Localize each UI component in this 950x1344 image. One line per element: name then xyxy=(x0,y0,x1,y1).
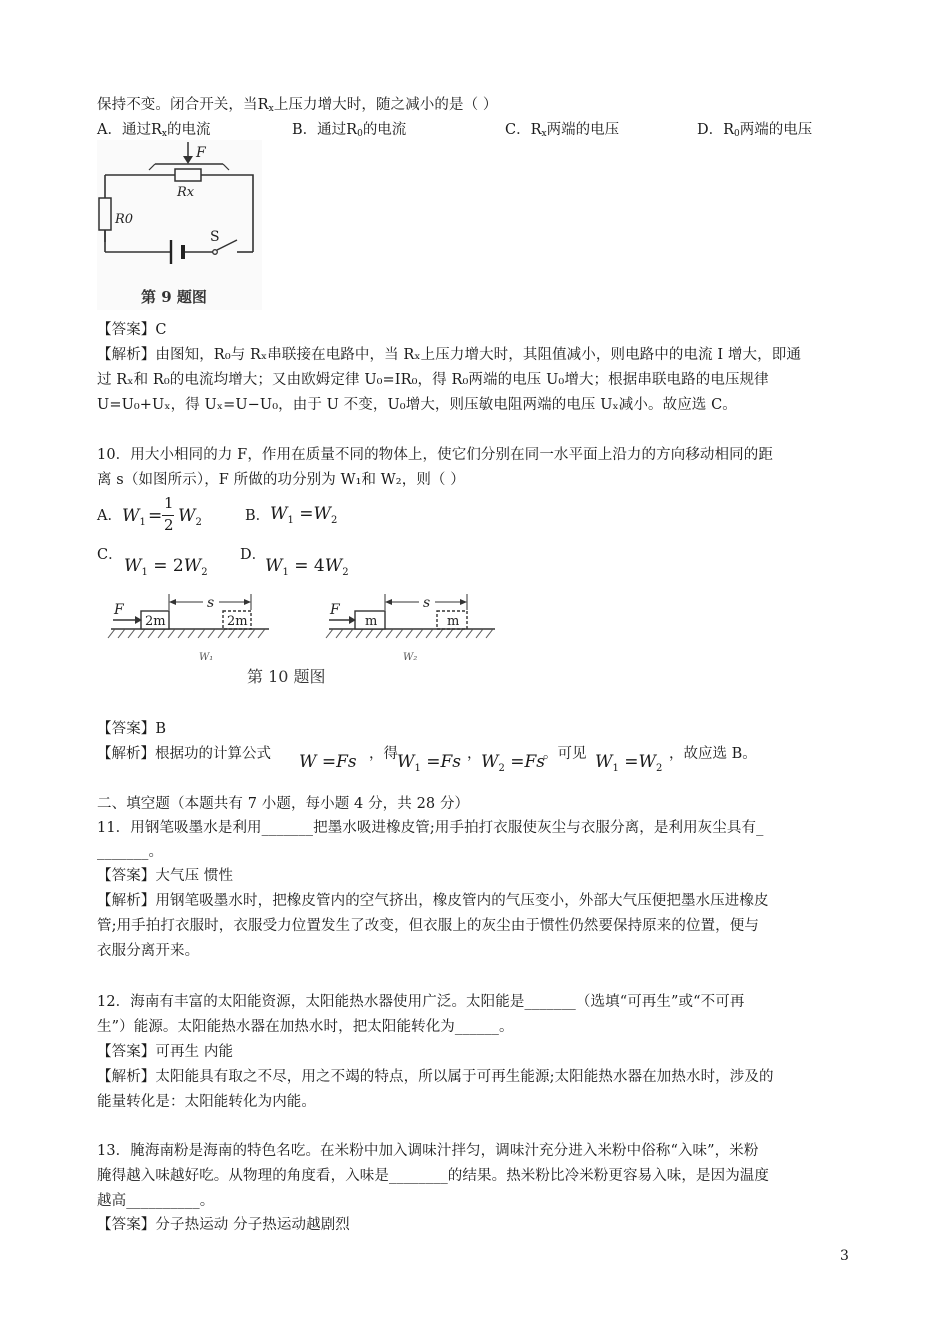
q13-stem-line: 腌得越入味越好吃。从物理的角度看，入味是________的结果。热米粉比冷米粉更容易入味，是因为温度 xyxy=(97,1168,769,1184)
q11-stem-line: _______。 xyxy=(97,844,164,860)
q9-option-b: B．通过$R_0$的电流 xyxy=(292,122,407,139)
svg-text:s: s xyxy=(207,595,215,611)
q9-stem: 保持不变。闭合开关，当$R_x$上压力增大时，随之减小的是（ ） xyxy=(97,97,498,114)
q10-option-c-label: C． xyxy=(97,547,123,563)
switch-label: S xyxy=(210,229,220,245)
svg-text:m: m xyxy=(447,614,460,629)
rx-resistor-icon xyxy=(175,169,201,181)
formula-w2-fs: $W_2 =Fs$ xyxy=(481,752,546,774)
q10-answer: 【答案】B xyxy=(97,721,167,737)
q9-figure-caption: 第 9 题图 xyxy=(141,288,207,306)
q10-option-d-formula: $W_1 = 4W_2$ xyxy=(265,556,349,578)
svg-text:W₁: W₁ xyxy=(199,652,214,663)
q13-stem-line: 越高__________。 xyxy=(97,1193,215,1209)
svg-text:2m: 2m xyxy=(227,614,248,629)
formula-w-fs: W =Fs xyxy=(299,752,357,772)
q11-analysis-line: 【解析】用钢笔吸墨水时，把橡皮管内的空气挤出，橡皮管内的气压变小，外部大气压便把墨水压进橡皮 xyxy=(97,893,769,909)
q9-option-a: A．通过$R_x$的电流 xyxy=(97,122,211,139)
r0-label: R0 xyxy=(115,212,134,227)
q10-figure xyxy=(97,588,507,693)
rx-label: Rx xyxy=(177,185,195,200)
q11-stem-line: 11．用钢笔吸墨水是利用_______把墨水吸进橡皮管;用手拍打衣服使灰尘与衣服分离，是利用灰尘具有_ xyxy=(97,820,764,836)
q12-analysis-line: 能量转化是：太阳能转化为内能。 xyxy=(97,1094,316,1110)
q9-circuit-figure xyxy=(97,140,262,310)
svg-text:m: m xyxy=(365,614,378,629)
svg-text:F: F xyxy=(114,602,124,618)
q11-analysis-line: 衣服分离开来。 xyxy=(97,943,200,959)
formula-w1-fs: $W_1 =Fs$ xyxy=(397,752,462,774)
page-number: 3 xyxy=(840,1248,849,1264)
q10-analysis: 【解析】根据功的计算公式 W =Fs ，得 $W_1 =Fs$ ， $W_2 =Fs$ 。可见 $W_1 =W_2$ ，故应选 B。 xyxy=(97,746,757,774)
q9-option-c: C．$R_x$两端的电压 xyxy=(505,122,620,139)
q13-answer: 【答案】分子热运动 分子热运动越剧烈 xyxy=(97,1217,350,1233)
q10-option-c-formula: $W_1 = 2W_2$ xyxy=(124,556,208,578)
q11-answer: 【答案】大气压 惯性 xyxy=(97,868,234,884)
q9-analysis-line: 过 Rₓ和 R₀的电流均增大；又由欧姆定律 U₀=IR₀，得 R₀两端的电压 U₀增大；根据串联电路的电压规律 xyxy=(97,372,769,388)
force-label: F xyxy=(196,145,206,161)
q10-stem-line: 10．用大小相同的力 F，作用在质量不同的物体上，使它们分别在同一水平面上沿力的方向移动相同的距 xyxy=(97,447,773,463)
q9-analysis-line: 【解析】由图知，R₀与 Rₓ串联接在电路中，当 Rₓ上压力增大时，其阻值减小，则电路中的电流 I 增大，即通 xyxy=(97,347,801,363)
q10-stem-line: 离 s（如图所示），F 所做的功分别为 W₁和 W₂，则（ ） xyxy=(97,472,465,488)
section-heading: 二、填空题（本题共有 7 小题，每小题 4 分，共 28 分） xyxy=(97,796,470,812)
q10-option-b-label: B． xyxy=(245,508,271,524)
svg-text:F: F xyxy=(330,602,340,618)
svg-text:2m: 2m xyxy=(145,614,166,629)
q10-option-b-formula: $W_1 =W_2$ xyxy=(270,504,338,526)
q13-stem-line: 13．腌海南粉是海南的特色名吃。在米粉中加入调味汁拌匀，调味汁充分进入米粉中俗称“入味”，米粉 xyxy=(97,1143,759,1159)
q9-option-d: D．$R_0$两端的电压 xyxy=(697,122,813,139)
svg-text:W₂: W₂ xyxy=(403,652,418,663)
document-page: 保持不变。闭合开关，当$R_x$上压力增大时，随之减小的是（ ） A．通过$R_x$的电流 B．通过$R_0$的电流 C．$R_x$两端的电压 D．$R_0$两端的电压 F Rx R0 S 第 9 题图 【答案】C 【解析】由图知，R₀与 Rₓ串联接在电路中，当 Rₓ上压力增大时，其阻值减小，则电路中的电流 I 增大，即通 过 Rₓ和 R₀的电流均增大；又由欧姆定律 U₀=IR₀，得 R₀两端的电压 U₀增大；根据串联电路的电压规律 U=U₀+Uₓ，得 Uₓ=U−U₀，由于 U 不变，U₀增大，则压敏电阻两端的电压 Uₓ减小。故应选 C。 10．用大小相同的力 F，作用在质量不同的物体上，使它们分别在同一水平面上沿力的方向移动相同的距 离 s（如图所示），F 所做的功分别为 W₁和 W₂，则（ ） A． $W_1$ = 1 2 $W_2$ B． $W_1 =W_2$ C． $W_1 = 2W_2$ D． $W_1 = 4W_2$ 2m 2m F s W₁ m m F s W₂ 第 10 题图 【答案】B 【解析】根据功的计算公式 W =Fs ，得 $W_1 =Fs$ ， $W_2 =Fs$ 。可见 $W_1 =W_2$ ，故应选 B。 二、填空题（本题共有 7 小题，每小题 4 分，共 28 分） 11．用钢笔吸墨水是利用_______把墨水吸进橡皮管;用手拍打衣服使灰尘与衣服分离，是利用灰尘具有_ _______。 【答案】大气压 惯性 【解析】用钢笔吸墨水时，把橡皮管内的空气挤出，橡皮管内的气压变小，外部大气压便把墨水压进橡皮 管;用手拍打衣服时，衣服受力位置发生了改变，但衣服上的灰尘由于惯性仍然要保持原来的位置，便与 衣服分离开来。 12．海南有丰富的太阳能资源，太阳能热水器使用广泛。太阳能是_______（选填“可再生”或“不可再 生”）能源。太阳能热水器在加热水时，把太阳能转化为______。 【答案】可再生 内能 【解析】太阳能具有取之不尽，用之不竭的特点，所以属于可再生能源;太阳能热水器在加热水时，涉及的 能量转化是：太阳能转化为内能。 13．腌海南粉是海南的特色名吃。在米粉中加入调味汁拌匀，调味汁充分进入米粉中俗称“入味”，米粉 腌得越入味越好吃。从物理的角度看，入味是________的结果。热米粉比冷米粉更容易入味，是因为温度 越高__________。 【答案】分子热运动 分子热运动越剧烈 3 xyxy=(0,0,950,1344)
svg-text:s: s xyxy=(423,595,431,611)
q10-option-d-label: D． xyxy=(240,547,267,563)
q11-analysis-line: 管;用手拍打衣服时，衣服受力位置发生了改变，但衣服上的灰尘由于惯性仍然要保持原来的位置，便与 xyxy=(97,918,759,934)
q12-stem-line: 12．海南有丰富的太阳能资源，太阳能热水器使用广泛。太阳能是_______（选填“可再生”或“不可再 xyxy=(97,994,745,1010)
formula-w1-w2: $W_1 =W_2$ xyxy=(595,752,663,774)
r0-resistor-icon xyxy=(99,198,111,230)
q9-answer: 【答案】C xyxy=(97,322,167,338)
q12-analysis-line: 【解析】太阳能具有取之不尽，用之不竭的特点，所以属于可再生能源;太阳能热水器在加热水时，涉及的 xyxy=(97,1069,774,1085)
q12-stem-line: 生”）能源。太阳能热水器在加热水时，把太阳能转化为______。 xyxy=(97,1019,514,1035)
q9-analysis-line: U=U₀+Uₓ，得 Uₓ=U−U₀，由于 U 不变，U₀增大，则压敏电阻两端的电压 Uₓ减小。故应选 C。 xyxy=(97,397,737,413)
q12-answer: 【答案】可再生 内能 xyxy=(97,1044,234,1060)
q10-option-a-label: A． xyxy=(97,508,122,524)
q10-figure-caption: 第 10 题图 xyxy=(247,667,326,686)
